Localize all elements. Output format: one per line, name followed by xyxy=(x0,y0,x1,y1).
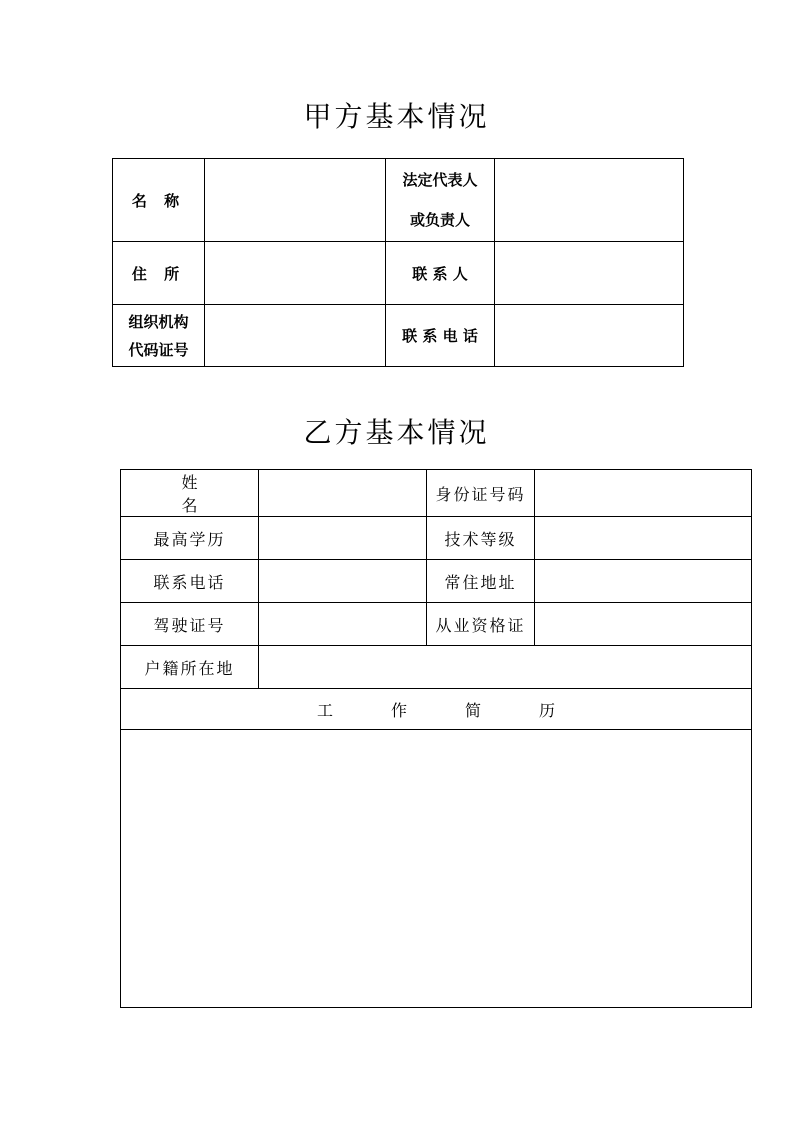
work-history-label: 工作简历 xyxy=(121,689,752,730)
org-code-label-line2: 代码证号 xyxy=(128,340,189,359)
residence-field[interactable] xyxy=(535,560,752,603)
contact-label: 联 系 人 xyxy=(386,242,495,305)
b-phone-label: 联系电话 xyxy=(121,560,259,603)
table-row xyxy=(121,560,752,603)
work-history-field[interactable] xyxy=(121,730,752,1008)
name-label: 名 称 xyxy=(113,159,205,242)
id-number-field[interactable] xyxy=(535,470,752,517)
skill-level-label: 技术等级 xyxy=(427,517,535,560)
table-row xyxy=(121,730,752,1008)
name-field[interactable] xyxy=(205,159,386,242)
contact-field[interactable] xyxy=(495,242,684,305)
education-label: 最高学历 xyxy=(121,517,259,560)
table-row xyxy=(113,242,684,305)
qualification-field[interactable] xyxy=(535,603,752,646)
license-field[interactable] xyxy=(259,603,427,646)
skill-level-field[interactable] xyxy=(535,517,752,560)
b-name-label: 姓 名 xyxy=(121,470,259,517)
legal-rep-label-line1: 法定代表人 xyxy=(402,171,478,189)
org-code-label-line1: 组织机构 xyxy=(128,312,189,331)
table-row xyxy=(121,517,752,560)
party-a-table xyxy=(112,158,684,367)
legal-rep-label xyxy=(386,159,495,242)
id-number-label: 身份证号码 xyxy=(427,470,535,517)
household-label: 户籍所在地 xyxy=(121,646,259,689)
party-a-title: 甲方基本情况 xyxy=(303,100,490,133)
table-row xyxy=(113,159,684,242)
education-field[interactable] xyxy=(259,517,427,560)
b-phone-field[interactable] xyxy=(259,560,427,603)
household-field[interactable] xyxy=(259,646,752,689)
license-label: 驾驶证号 xyxy=(121,603,259,646)
address-label: 住 所 xyxy=(113,242,205,305)
table-row xyxy=(121,646,752,689)
legal-rep-label-line2: 或负责人 xyxy=(409,211,470,229)
party-b-title: 乙方基本情况 xyxy=(303,416,490,449)
legal-rep-field[interactable] xyxy=(495,159,684,242)
org-code-label xyxy=(113,305,205,367)
residence-label: 常住地址 xyxy=(427,560,535,603)
party-b-table xyxy=(120,469,752,1008)
table-row xyxy=(113,305,684,367)
address-field[interactable] xyxy=(205,242,386,305)
phone-label: 联 系 电 话 xyxy=(386,305,495,367)
table-row xyxy=(121,470,752,517)
org-code-field[interactable] xyxy=(205,305,386,367)
table-row xyxy=(121,603,752,646)
phone-field[interactable] xyxy=(495,305,684,367)
b-name-field[interactable] xyxy=(259,470,427,517)
qualification-label: 从业资格证 xyxy=(427,603,535,646)
table-row xyxy=(121,689,752,730)
